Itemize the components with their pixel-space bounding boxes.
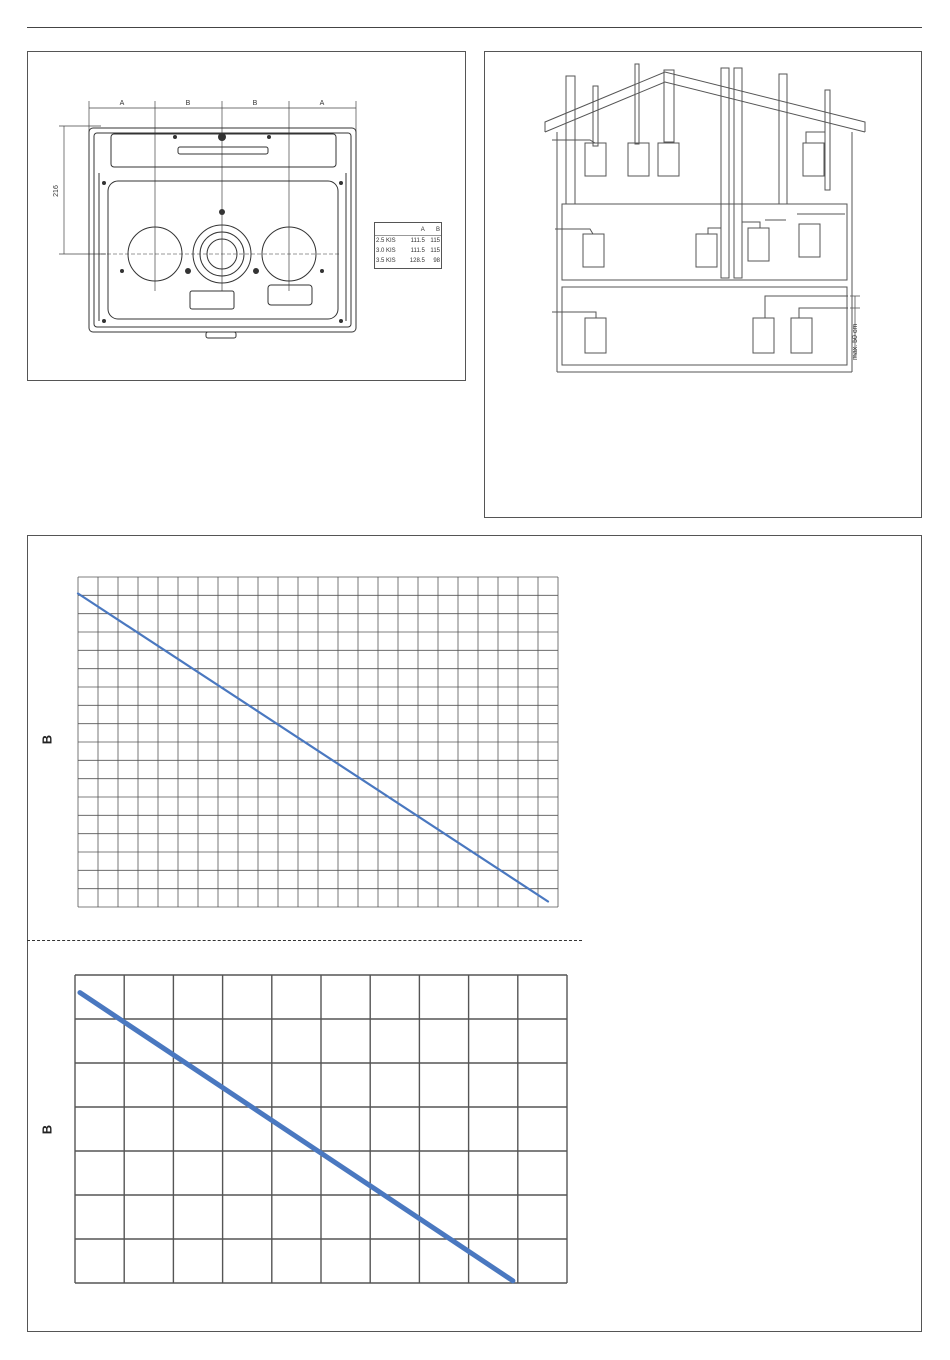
bottom-chart-ylabel: B [39,1124,55,1135]
spec-header-a: A [420,227,425,233]
spec-cell: 128.5 [409,258,425,264]
spec-cell: 98 [433,258,440,264]
spec-cell: 2.5 KIS [375,236,403,247]
spec-cell: 3.0 KIS [376,248,396,254]
spec-cell: 111.5 [410,248,425,254]
series-line [80,993,513,1281]
dim-label-b-right: B [252,100,258,107]
dim-label-a-left: A [119,100,125,107]
dim-label-a-right: A [319,100,325,107]
spec-cell: 115 [430,248,440,254]
dim-label-height: 216 [53,185,60,197]
max-distance-label: max. 50 cm [852,323,859,360]
spec-header-b: B [435,227,440,233]
spec-cell: 115 [426,236,441,247]
spec-cell: 3.5 KIS [376,258,396,264]
dim-label-b-left: B [185,100,191,107]
spec-cell: 111.5 [403,236,425,247]
top-chart-ylabel: B [39,734,55,745]
